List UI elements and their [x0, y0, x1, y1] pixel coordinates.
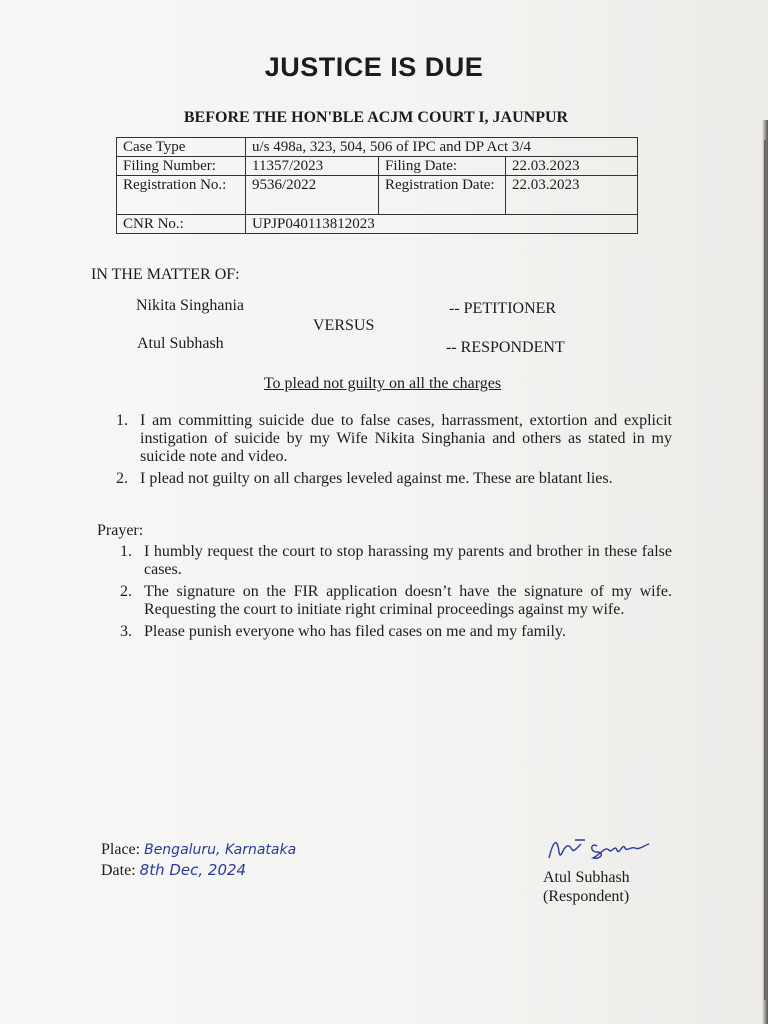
table-row — [117, 138, 638, 157]
statement-text: I am committing suicide due to false cases, harrassment, extortion and explicit instigation of suicide by my Wife Nikita Singhania and others as stated in my suicide note and video. — [140, 412, 672, 465]
case-type-label: Case Type — [117, 138, 246, 157]
statement-number: 2. — [116, 470, 128, 487]
registration-no-label: Registration No.: — [117, 176, 246, 215]
list-item — [120, 623, 672, 641]
prayers-list — [120, 543, 672, 645]
versus-label: VERSUS — [313, 317, 375, 334]
table-row — [117, 176, 638, 215]
filing-number-value: 11357/2023 — [246, 157, 379, 176]
case-type-value: u/s 498a, 323, 504, 506 of IPC and DP Act 3/4 — [246, 138, 638, 157]
cnr-label: CNR No.: — [117, 215, 246, 234]
prayer-number: 1. — [120, 543, 132, 560]
date-handwritten: 8th Dec, 2024 — [139, 861, 247, 879]
place-handwritten: Bengaluru, Karnataka — [144, 842, 297, 858]
prayer-text: The signature on the FIR application doesn’t have the signature of my wife. Requesting the court to initiate right criminal proceedings against my wife. — [144, 583, 672, 618]
statements-list — [116, 412, 672, 492]
signature-image — [545, 832, 655, 868]
table-row — [117, 215, 638, 234]
filing-date-label: Filing Date: — [379, 157, 506, 176]
petitioner-name: Nikita Singhania — [136, 297, 244, 314]
filing-date-value: 22.03.2023 — [506, 157, 638, 176]
statement-text: I plead not guilty on all charges leveled against me. These are blatant lies. — [140, 470, 613, 487]
list-item — [116, 412, 672, 466]
filing-number-label: Filing Number: — [117, 157, 246, 176]
table-row — [117, 157, 638, 176]
respondent-name: Atul Subhash — [137, 335, 224, 352]
list-item — [116, 470, 672, 488]
place-label: Place: — [101, 841, 141, 858]
prayer-text: I humbly request the court to stop harassing my parents and brother in these false cases. — [144, 543, 672, 578]
signatory-name: Atul Subhash — [543, 869, 630, 886]
registration-date-label: Registration Date: — [379, 176, 506, 215]
list-item — [120, 583, 672, 619]
statement-number: 1. — [116, 412, 128, 429]
prayer-number: 2. — [120, 583, 132, 600]
signatory-role: (Respondent) — [543, 888, 630, 905]
signature-block — [543, 868, 630, 906]
date-label: Date: — [101, 862, 136, 879]
place-date-block — [101, 840, 296, 881]
prayer-number: 3. — [120, 623, 132, 640]
plea-heading: To plead not guilty on all the charges — [263, 375, 502, 392]
list-item — [120, 543, 672, 579]
registration-no-value: 9536/2022 — [246, 176, 379, 215]
respondent-role: -- RESPONDENT — [446, 339, 565, 356]
document-title: JUSTICE IS DUE — [264, 52, 484, 82]
registration-date-value: 22.03.2023 — [506, 176, 638, 215]
prayer-text: Please punish everyone who has filed cases on me and my family. — [144, 623, 566, 640]
prayer-label: Prayer: — [97, 522, 144, 539]
cnr-value: UPJP040113812023 — [246, 215, 638, 234]
petitioner-role: -- PETITIONER — [449, 300, 557, 317]
page-edge-line — [764, 140, 766, 1000]
matter-heading: IN THE MATTER OF: — [91, 266, 240, 283]
court-heading: BEFORE THE HON'BLE ACJM COURT I, JAUNPUR — [183, 109, 569, 126]
case-details-table — [116, 137, 638, 234]
